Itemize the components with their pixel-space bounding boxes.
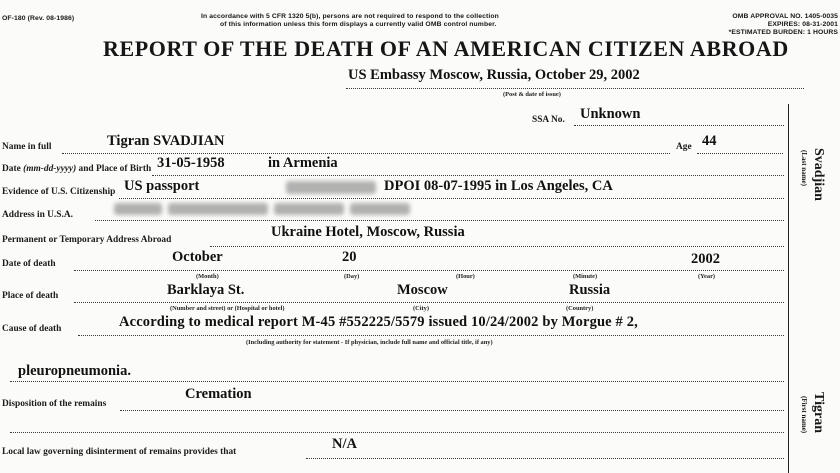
age-line (697, 153, 783, 154)
cause-label: Cause of death (2, 324, 62, 334)
disposition-label: Disposition of the remains (2, 399, 107, 409)
post-date-caption: (Post & date of issue) (503, 91, 561, 98)
form-number: OF-180 (Rev. 08-1986) (2, 15, 75, 22)
page-title: REPORT OF THE DEATH OF AN AMERICAN CITIZEN ABROAD (103, 36, 789, 61)
dod-line (74, 270, 784, 271)
margin-first-name-caption: (First name) (800, 396, 808, 434)
local-law-line (306, 458, 784, 459)
notice-line-2: of this information unless this form displays a currently valid OMB control number. (220, 21, 497, 28)
cause-line (78, 335, 784, 336)
post-date-value: US Embassy Moscow, Russia, October 29, 2002 (348, 67, 640, 83)
pod-country-value: Russia (569, 282, 611, 298)
abroad-value: Ukraine Hotel, Moscow, Russia (271, 224, 465, 240)
ssa-label: SSA No. (532, 115, 565, 125)
pod-label: Place of death (2, 291, 59, 301)
dod-label: Date of death (2, 259, 56, 269)
dod-minute-caption: (Minute) (573, 273, 598, 280)
pod-line (74, 302, 784, 303)
redacted-address-3 (274, 203, 344, 215)
dod-year-value: 2002 (691, 251, 720, 267)
pod-street-caption: (Number and street) or (Hospital or hotel) (170, 305, 285, 312)
birth-label: Date (mm-dd-yyyy) and Place of Birth (2, 164, 152, 174)
abroad-label: Permanent or Temporary Address Abroad (2, 235, 172, 245)
redacted-address-1 (114, 203, 162, 215)
name-value: Tigran SVADJIAN (107, 133, 225, 149)
name-line (62, 153, 670, 154)
cause-value-continued: pleuropneumonia. (18, 363, 131, 379)
citizenship-issue: DPOI 08-07-1995 in Los Angeles, CA (384, 178, 613, 194)
margin-last-name: Svadjian (811, 148, 826, 201)
omb-approval: OMB APPROVAL NO. 1405-0035 (732, 13, 838, 20)
dod-day-value: 20 (342, 249, 357, 265)
disposition-value: Cremation (185, 386, 252, 402)
name-label: Name in full (2, 142, 52, 152)
local-law-value: N/A (332, 436, 357, 452)
redacted-passport-number (286, 181, 376, 194)
pod-street-value: Barklaya St. (167, 282, 245, 298)
ssa-line (574, 125, 784, 126)
post-date-line (346, 88, 804, 89)
cause-value: According to medical report M-45 #552225/5579 issued 10/24/2002 by Morgue # 2, (119, 314, 638, 330)
dod-month-caption: (Month) (196, 273, 219, 280)
notice-line-1: In accordance with 5 CFR 1320 5(b), persons are not required to respond to the collection (201, 13, 499, 20)
cause-line-2 (10, 381, 784, 382)
birth-place-value: in Armenia (268, 155, 338, 171)
redacted-address-2 (168, 203, 268, 215)
omb-burden: *ESTIMATED BURDEN: 1 HOURS (728, 29, 838, 36)
margin-first-name: Tigran (811, 392, 826, 433)
birth-line (152, 175, 784, 176)
citizenship-passport: US passport (124, 178, 200, 194)
margin-last-name-caption: (Last name) (800, 150, 808, 186)
address-line (95, 220, 784, 221)
pod-city-caption: (City) (413, 305, 429, 312)
ssa-value: Unknown (580, 106, 641, 122)
dod-year-caption: (Year) (698, 273, 716, 280)
birth-date-value: 31-05-1958 (157, 155, 225, 171)
abroad-line (210, 246, 784, 247)
disposition-line (120, 410, 784, 411)
age-value: 44 (702, 133, 717, 149)
dod-month-value: October (172, 249, 223, 265)
omb-expires: EXPIRES: 08-31-2001 (767, 21, 838, 28)
dod-day-caption: (Day) (344, 273, 360, 280)
cause-caption: (Including authority for statement - If physician, include full name and official title, if any) (246, 339, 493, 346)
pod-city-value: Moscow (397, 282, 448, 298)
address-label: Address in U.S.A. (2, 210, 73, 220)
citizenship-line (119, 198, 784, 199)
margin-rule (788, 104, 789, 473)
dod-hour-caption: (Hour) (456, 273, 475, 280)
age-label: Age (676, 142, 692, 152)
pod-country-caption: (Country) (566, 305, 594, 312)
local-law-label: Local law governing disinterment of remains provides that (2, 447, 237, 457)
disposition-line-2 (10, 432, 784, 433)
redacted-address-4 (350, 203, 410, 215)
citizenship-label: Evidence of U.S. Citizenship (2, 187, 116, 197)
